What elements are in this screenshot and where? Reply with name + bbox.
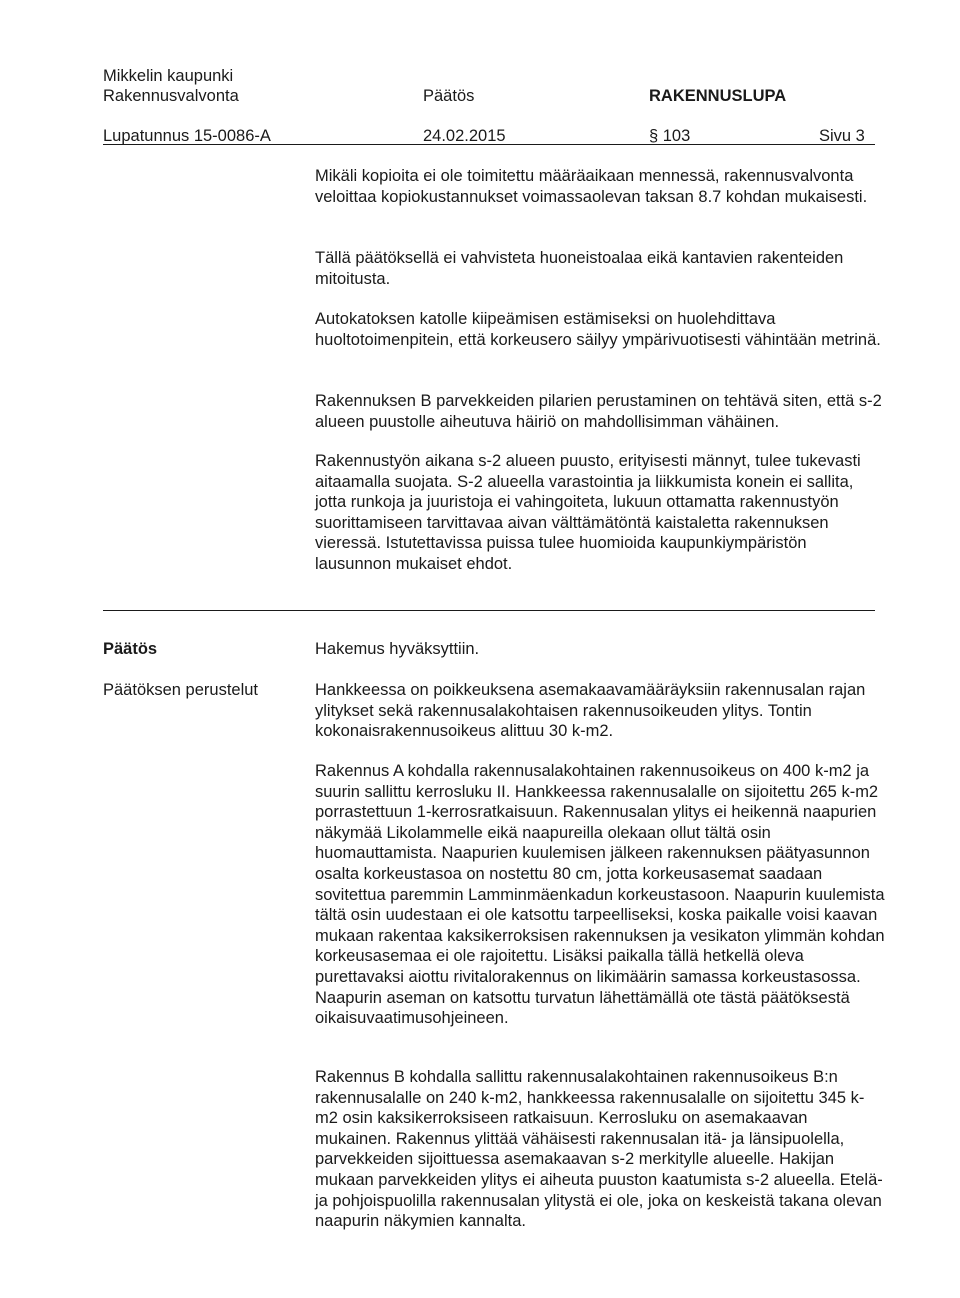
paragraph-text: Autokatoksen katolle kiipeämisen estämiseksi on huolehdittava huoltotoimenpitein, että korkeusero säilyy ympärivuotisesti vähintään metrinä.: [315, 310, 881, 349]
page-number: Sivu 3: [819, 127, 865, 145]
paragraph-text: Tällä päätöksellä ei vahvisteta huoneistoalaa eikä kantavien rakenteiden mitoitusta.: [315, 249, 844, 288]
section-number: § 103: [649, 127, 691, 145]
section-divider: [103, 610, 875, 611]
header-underline: [103, 144, 875, 145]
body-paragraph: [315, 166, 885, 207]
permit-number: Lupatunnus 15-0086-A: [103, 127, 271, 145]
grounds-paragraph: [315, 1067, 885, 1232]
grounds-paragraph: [315, 761, 885, 1029]
decision-date: 24.02.2015: [423, 127, 506, 145]
doc-title: RAKENNUSLUPA: [649, 87, 787, 105]
paragraph-text: Hankkeessa on poikkeuksena asemakaavamääräyksiin rakennusalan rajan ylitykset sekä rakennusalakohtaisen rakennusoikeuden ylitys. Tontin kokonaisrakennusoikeus alittuu 30 k-m2.: [315, 681, 866, 741]
paragraph-text: Rakennuksen B parvekkeiden pilarien perustaminen on tehtävä siten, että s-2 alueen puustolle aiheutuva häiriö on mahdollisimman vähäinen.: [315, 392, 882, 431]
paragraph-text: Rakennus A kohdalla rakennusalakohtainen rakennusoikeus on 400 k-m2 ja suurin sallittu kerrosluku II. Hankkeessa rakennusalalle on sijoitettu 265 k-m2 porrastettuun 1-kerrosratkaisuun. Rakennusalan ylitys ei heikennä naapurien näkymää Likolammelle eikä naapureilla olekaan ollut tältä osin huomauttamista. Naapurien kuulemisen jälkeen rakennuksen päätyasunnon osalta korkeustasoa on nostettu 80 cm, jotta korkeusasemat saadaan sovitettua paremmin Lamminmäenkadun korkeustasoon. Naapurin kuulemista tältä osin uudestaan ei ole katsottu tarpeelliseksi, koska paikalle voisi kaavan mukaan rakentaa kaksikerroksisen rakennuksen ja vesikaton ylimmän kohdan korkeusasemaa ei ole rajoitettu. Lisäksi paikalla tällä hetkellä oleva purettavaksi aiottu rivitalorakennus on likimäärin samassa korkeustasossa. Naapurin aseman on katsottu turvatun lähettämällä ote tästä päätöksestä oikaisuvaatimusohjeineen.: [315, 762, 885, 1028]
paragraph-text: Rakennus B kohdalla sallittu rakennusalakohtainen rakennusoikeus B:n rakennusalalle on 240 k-m2, hankkeessa rakennusalalle on sijoitettu 345 k-m2 osin kaksikerroksiseen ratkaisuun. Kerrosluku on asemakaavan mukainen. Rakennus ylittää vähäisesti rakennusalan itä- ja länsipuolella, parvekkeiden sijoittuessa asemakaavan s-2 merkitylle alueelle. Hakijan mukaan parvekkeiden ylitys ei aiheuta puuston kaatumista s-2 alueella. Etelä- ja pohjoispuolilla rakennusalan ylitystä ei ole, joka on keskeistä takana olevan naapurin näkymien kannalta.: [315, 1068, 883, 1231]
paragraph-text: Hakemus hyväksyttiin.: [315, 640, 480, 658]
paragraph-text: Mikäli kopioita ei ole toimitettu määräaikaan mennessä, rakennusvalvonta veloittaa kopiokustannukset voimassaolevan taksan 8.7 kohdan mukaisesti.: [315, 167, 868, 206]
body-paragraph: [315, 451, 885, 575]
org-department: Rakennusvalvonta: [103, 87, 239, 105]
decision-label: Päätös: [103, 640, 158, 658]
body-paragraph: [315, 391, 885, 432]
doc-type: Päätös: [423, 87, 475, 105]
grounds-label: Päätöksen perustelut: [103, 681, 259, 699]
body-paragraph: [315, 309, 885, 350]
body-paragraph: [315, 248, 885, 289]
org-name: Mikkelin kaupunki: [103, 67, 234, 85]
grounds-paragraph: [315, 680, 885, 742]
decision-text: [315, 639, 885, 660]
paragraph-text: Rakennustyön aikana s-2 alueen puusto, erityisesti männyt, tulee tukevasti aitaamalla suojata. S-2 alueella varastointia ja liikkumista konein ei sallita, jotta runkoja ja juuristoja ei vahingoiteta, lukuun ottamatta rakennustyön suorittamiseen tarvittavaa aivan välttämätöntä kaistaletta rakennuksen vieressä. Istutettavissa puissa tulee huomioida kaupunkiympäristön lausunnon mukaiset ehdot.: [315, 452, 861, 573]
